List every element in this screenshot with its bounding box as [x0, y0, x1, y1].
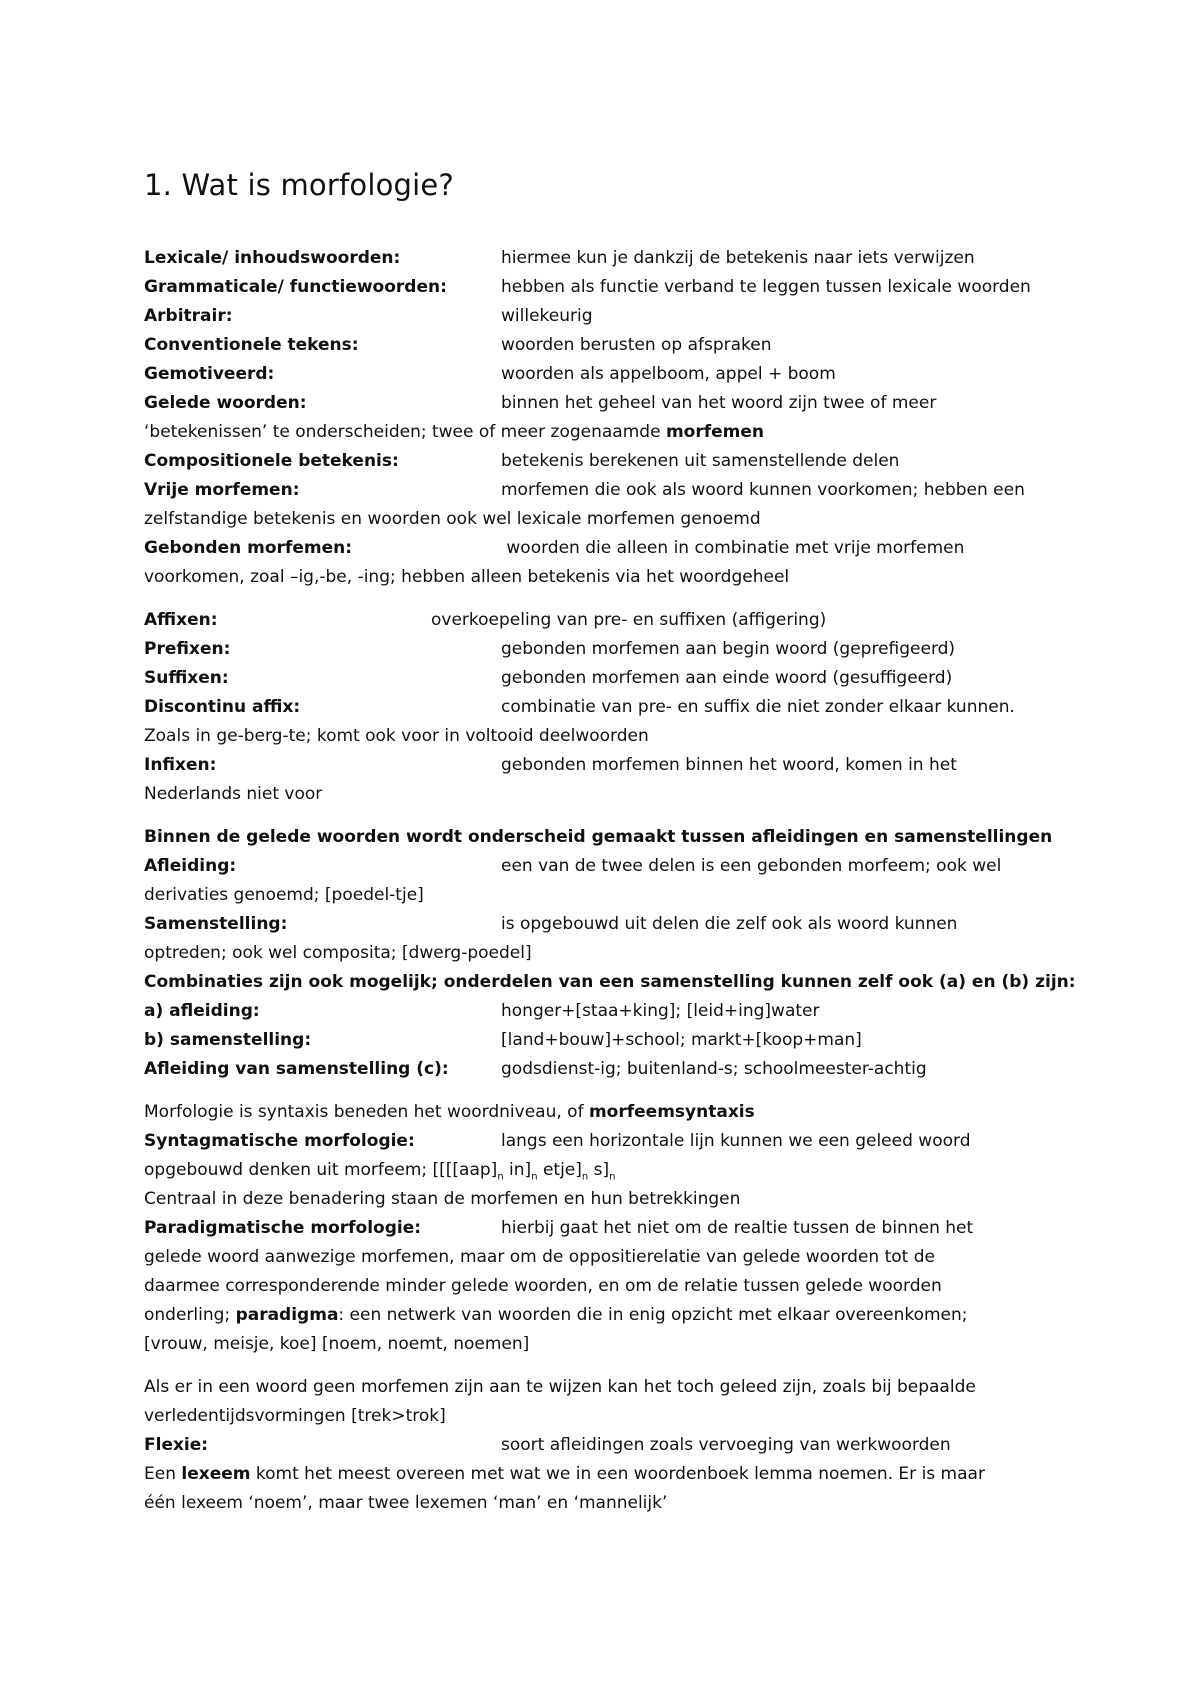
definition: combinatie van pre- en suffix die niet zonder elkaar kunnen.: [501, 697, 1015, 717]
section-morpheme-syntax: [144, 1098, 1064, 1359]
text-run: etje]: [537, 1160, 582, 1180]
intro-line: [144, 1098, 1064, 1127]
definition-row: [144, 244, 1064, 273]
bold-term: paradigma: [235, 1305, 339, 1325]
term: Gebonden morfemen:: [144, 538, 353, 558]
definition: gebonden morfemen binnen het woord, komen in het: [501, 755, 957, 775]
definition: hebben als functie verband te leggen tussen lexicale woorden: [501, 277, 1031, 297]
term: Arbitrair:: [144, 306, 233, 326]
heading-text: Binnen de gelede woorden wordt onderscheid gemaakt tussen afleidingen en samenstellingen: [144, 827, 1053, 847]
text-run: Morfologie is syntaxis beneden het woordniveau, of: [144, 1102, 589, 1122]
definition-row: [144, 534, 1064, 563]
page-title: 1. Wat is morfologie?: [144, 168, 455, 202]
definition: willekeurig: [501, 306, 593, 326]
definition: morfemen die ook als woord kunnen voorkomen; hebben een: [501, 480, 1025, 500]
definition: hiermee kun je dankzij de betekenis naar iets verwijzen: [501, 248, 975, 268]
definition-continuation: [144, 1301, 1064, 1330]
definition-row: [144, 1026, 1064, 1055]
definition-continuation: Nederlands niet voor: [144, 784, 323, 804]
term: a) afleiding:: [144, 1001, 260, 1021]
paragraph-gap: [144, 809, 1064, 823]
definition-row: [144, 476, 1064, 505]
combination-heading: [144, 968, 1076, 997]
definition-continuation: [vrouw, meisje, koe] [noem, noemt, noemen]: [144, 1334, 530, 1354]
section-affixes: [144, 606, 1064, 809]
term: Gelede woorden:: [144, 393, 307, 413]
definition-row: [144, 1055, 1064, 1084]
section-basic-terms: [144, 244, 1064, 592]
body-line: Centraal in deze benadering staan de morfemen en hun betrekkingen: [144, 1189, 741, 1209]
definition: gebonden morfemen aan begin woord (geprefigeerd): [501, 639, 956, 659]
document-page: [144, 150, 1076, 1518]
definition-row: [144, 1127, 1064, 1156]
definition-row: [144, 852, 1064, 881]
term: Discontinu affix:: [144, 697, 301, 717]
definition-row: [144, 331, 1064, 360]
definition: woorden als appelboom, appel + boom: [501, 364, 836, 384]
definition-row: [144, 635, 1064, 664]
definition-row: [144, 997, 1064, 1026]
definition: godsdienst-ig; buitenland-s; schoolmeester-achtig: [501, 1059, 927, 1079]
definition-row: [144, 360, 1064, 389]
term: Suffixen:: [144, 668, 229, 688]
definition: een van de twee delen is een gebonden morfeem; ook wel: [501, 856, 1002, 876]
definition: woorden berusten op afspraken: [501, 335, 772, 355]
definition: soort afleidingen zoals vervoeging van werkwoorden: [501, 1435, 951, 1455]
body-line: [144, 1460, 1064, 1489]
text-run: onderling;: [144, 1305, 236, 1325]
text-run: komt het meest overeen met wat we in een woordenboek lemma noemen. Er is maar: [250, 1464, 985, 1484]
section-flexion-lexeme: [144, 1373, 1064, 1518]
term: Compositionele betekenis:: [144, 451, 399, 471]
term: Prefixen:: [144, 639, 231, 659]
term: Conventionele tekens:: [144, 335, 359, 355]
body-line: één lexeem ‘noem’, maar twee lexemen ‘man’ en ‘mannelijk’: [144, 1493, 668, 1513]
text-run: opgebouwd denken uit morfeem; [[[[aap]: [144, 1160, 498, 1180]
definition: langs een horizontale lijn kunnen we een geleed woord: [501, 1131, 971, 1151]
definition-continuation: voorkomen, zoal –ig,-be, -ing; hebben alleen betekenis via het woordgeheel: [144, 567, 790, 587]
term: Paradigmatische morfologie:: [144, 1218, 422, 1238]
definition-row: [144, 302, 1064, 331]
definition: binnen het geheel van het woord zijn twee of meer: [501, 393, 937, 413]
subscript: n: [497, 1171, 504, 1183]
subscript: n: [531, 1171, 538, 1183]
term: Gemotiveerd:: [144, 364, 275, 384]
term: Affixen:: [144, 610, 218, 630]
definition-continuation: [144, 1156, 1064, 1185]
term: Syntagmatische morfologie:: [144, 1131, 415, 1151]
definition: [land+bouw]+school; markt+[koop+man]: [501, 1030, 862, 1050]
definition-row: [144, 751, 1064, 780]
definition: is opgebouwd uit delen die zelf ook als woord kunnen: [501, 914, 958, 934]
definition-continuation: optreden; ook wel composita; [dwerg-poedel]: [144, 943, 532, 963]
term: Flexie:: [144, 1435, 209, 1455]
term: Samenstelling:: [144, 914, 288, 934]
definition-continuation: zelfstandige betekenis en woorden ook wel lexicale morfemen genoemd: [144, 509, 761, 529]
definition-row: [144, 1214, 1064, 1243]
bold-term: morfemen: [665, 422, 764, 442]
definition-row: [144, 273, 1064, 302]
body-line: verledentijdsvormingen [trek>trok]: [144, 1406, 446, 1426]
term: Grammaticale/ functiewoorden:: [144, 277, 447, 297]
section-heading: [144, 823, 1064, 852]
subscript: n: [609, 1171, 616, 1183]
definition-row: [144, 447, 1064, 476]
definition-row: [144, 606, 1064, 635]
subscript: n: [581, 1171, 589, 1183]
term: b) samenstelling:: [144, 1030, 312, 1050]
text-run: s]: [588, 1160, 610, 1180]
term: Infixen:: [144, 755, 217, 775]
term: Lexicale/ inhoudswoorden:: [144, 248, 401, 268]
definition-row: [144, 389, 1064, 418]
definition-continuation: gelede woord aanwezige morfemen, maar om de oppositierelatie van gelede woorden tot de: [144, 1247, 935, 1267]
definition-row: [144, 693, 1064, 722]
term: Afleiding:: [144, 856, 237, 876]
definition: gebonden morfemen aan einde woord (gesuffigeerd): [501, 668, 953, 688]
definition-row: [144, 664, 1064, 693]
section-derivation-compounding: [144, 823, 1076, 1084]
text-run: in]: [503, 1160, 532, 1180]
definition-continuation: Zoals in ge-berg-te; komt ook voor in voltooid deelwoorden: [144, 726, 649, 746]
term: Vrije morfemen:: [144, 480, 300, 500]
paragraph-gap: [144, 592, 1064, 606]
definition: woorden die alleen in combinatie met vrije morfemen: [501, 538, 965, 558]
definition-row: [144, 1431, 1064, 1460]
definition-continuation: derivaties genoemd; [poedel-tje]: [144, 885, 424, 905]
definition-continuation: daarmee corresponderende minder gelede woorden, en om de relatie tussen gelede woorden: [144, 1276, 942, 1296]
bold-term: morfeemsyntaxis: [588, 1102, 755, 1122]
text-run: Een: [144, 1464, 182, 1484]
paragraph-gap: [144, 1359, 1064, 1373]
definition-continuation: [144, 418, 1064, 447]
term: Afleiding van samenstelling (c):: [144, 1059, 449, 1079]
paragraph-gap: [144, 1084, 1064, 1098]
definition: betekenis berekenen uit samenstellende delen: [501, 451, 900, 471]
definition-row: [144, 910, 1064, 939]
bold-term: lexeem: [181, 1464, 251, 1484]
heading-text: Combinaties zijn ook mogelijk; onderdelen van een samenstelling kunnen zelf ook (a) en (b) zijn:: [144, 972, 1076, 992]
text-run: : een netwerk van woorden die in enig opzicht met elkaar overeenkomen;: [338, 1305, 968, 1325]
definition: hierbij gaat het niet om de realtie tussen de binnen het: [501, 1218, 974, 1238]
text-run: ‘betekenissen’ te onderscheiden; twee of meer zogenaamde: [144, 422, 666, 442]
body-line: Als er in een woord geen morfemen zijn aan te wijzen kan het toch geleed zijn, zoals bij bepaalde: [144, 1377, 976, 1397]
definition: overkoepeling van pre- en suffixen (affigering): [431, 610, 827, 630]
definition: honger+[staa+king]; [leid+ing]water: [501, 1001, 820, 1021]
